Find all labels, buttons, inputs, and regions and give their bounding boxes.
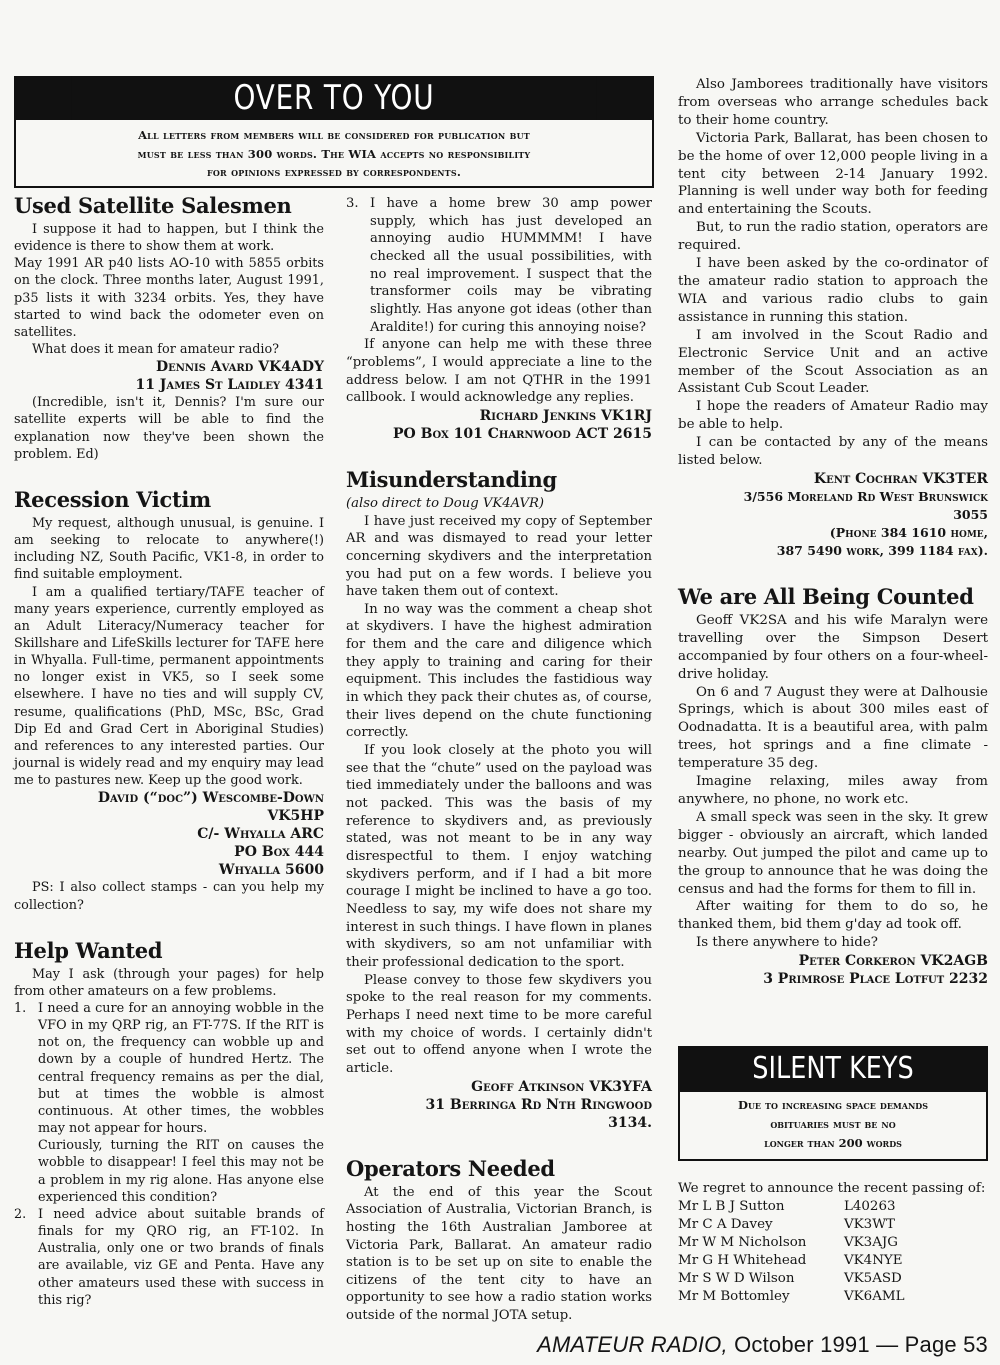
list-item — [14, 1000, 324, 1206]
obituary-callsign: VK4NYE — [844, 1253, 903, 1268]
obituary-name: Mr W M Nicholson — [678, 1235, 807, 1250]
paragraph: If anyone can help me with these three “problems”, I would appreciate a line to the address below. I am not QTHR in the 1991 callbook. I would acknowledge any replies. — [346, 337, 652, 406]
signature-name: Dennis Avard VK4ADY — [155, 359, 324, 376]
paragraph: I need advice about suitable brands of finals for my QRO rig, an FT-102. In Australia, only one or two brands of finals are available, viz GE and Penta. Have any other amateurs used these with success in this rig? — [38, 1206, 324, 1308]
paragraph: After waiting for them to do so, he thanked them, bid them g'day ad took off. — [678, 899, 988, 933]
paragraph: I have just received my copy of September AR and was dismayed to read your letter concerning skydivers and the interpretation you had put on a few words. I believe you have taken them out of context. — [346, 513, 652, 600]
obituary-name: Mr S W D Wilson — [678, 1271, 795, 1286]
paragraph: In no way was the comment a cheap shot at skydivers. I have the highest admiration for them and the care and diligence which they apply to training and caring for their equipment. This includes the fastidious way in which they pack their chutes as, of course, their lives depend on the chute functioning correctly. — [346, 601, 652, 741]
list-item — [678, 1288, 988, 1306]
letter-title: Misunderstanding — [346, 466, 557, 492]
paragraph: Victoria Park, Ballarat, has been chosen to be the home of over 12,000 people living in a tent city between 2-14 January 1992. Planning is well under way both for feeding and entertaining the Scouts. — [678, 130, 988, 218]
obituary-callsign: VK5ASD — [844, 1271, 902, 1286]
signature-name: Peter Corkeron VK2AGB — [798, 953, 988, 970]
paragraph: On 6 and 7 August they were at Dalhousie Springs, which is about 300 miles east of Oodnadatta. It is a beautiful area, with palm trees, hot springs and a fine climate - temperature 35 deg. — [678, 684, 988, 772]
editor-note: (Incredible, isn't it, Dennis? I'm sure our satellite experts will be able to find the explanation now they've been shown the problem. Ed) — [14, 395, 324, 462]
paragraph: What does it mean for amateur radio? — [32, 342, 280, 358]
signature-address: 3 Primrose Place Lotfut 2232 — [763, 971, 988, 988]
obituary-callsign: VK6AML — [844, 1289, 905, 1304]
paragraph: My request, although unusual, is genuine. I am seeking to relocate to anywhere(!) including NZ, South Pacific, VK1-8, in order to find suitable employment. — [14, 515, 324, 583]
column-left — [14, 193, 324, 1309]
letter-title: Recession Victim — [14, 486, 211, 512]
list-item — [346, 195, 652, 336]
list-item — [678, 1270, 988, 1288]
list-item — [678, 1198, 988, 1216]
problem-list — [14, 1000, 324, 1309]
notice-line: obituaries must be no — [770, 1117, 896, 1131]
paragraph: At the end of this year the Scout Association of Australia, Victorian Branch, is hosting the 16th Australian Jamboree at Victoria Park, Ballarat. An amateur radio station is to be set up on site to enable the citizens of the tent city to have an opportunity to see how a radio station works outside of the normal JOTA setup. — [346, 1184, 652, 1324]
signature-address: Whyalla 5600 — [218, 862, 324, 879]
paragraph: If you look closely at the photo you will see that the “chute” used on the payload was tied immediately under the balloons and was not packed. This was the basis of my reference to skydivers and, as previously stated, was not meant to be in any way disrespectful to them. I enjoy watching skydivers perform, and if I had a bit more courage I might be inclined to have a go too. Needless to say, my wife does not share my interest in such things. I have flown in planes with skydivers, so am not unfamiliar with their professional dedication to the sport. — [346, 743, 652, 970]
letter-misunderstanding — [346, 467, 652, 1132]
paragraph: I hope the readers of Amateur Radio may be able to help. — [678, 399, 988, 433]
paragraph: A small speck was seen in the sky. It grew bigger - obviously an aircraft, which landed nearby. Out jumped the pilot and came up to the group to announce that he was doing the census and had the forms for them to fill in. — [678, 809, 988, 897]
paragraph: May I ask (through your pages) for help from other amateurs on a few problems. — [14, 966, 324, 999]
list-number: 3. — [346, 196, 359, 211]
magazine-name: AMATEUR RADIO, — [537, 1332, 728, 1357]
column-header — [14, 76, 654, 188]
signature-address: C/- Whyalla ARC — [197, 826, 324, 843]
notice-line: longer than 200 words — [764, 1136, 902, 1150]
list-number: 2. — [14, 1206, 27, 1222]
silent-keys-banner — [678, 1046, 988, 1092]
paragraph: But, to run the radio station, operators are required. — [678, 220, 988, 254]
obituary-name: Mr G H Whitehead — [678, 1253, 807, 1268]
signature-address: 31 Berringa Rd Nth Ringwood — [425, 1096, 652, 1113]
silent-keys-notice — [678, 1092, 988, 1161]
column-middle — [346, 195, 652, 1325]
paragraph: Imagine relaxing, miles away from anywhere, no phone, no work etc. — [678, 774, 988, 807]
list-item — [678, 1234, 988, 1252]
signature-phone: (Phone 384 1610 home, — [829, 524, 988, 540]
signature-callsign: VK5HP — [267, 808, 324, 825]
letter-all-being-counted — [678, 584, 988, 988]
paragraph: May 1991 AR p40 lists AO-10 with 5855 orbits on the clock. Three months later, August 1991, p35 lists it with 3234 orbits. Yes, they have started to wind back the odometer even on satellites. — [14, 256, 324, 340]
signature-address: 11 James St Laidley 4341 — [135, 377, 324, 394]
signature-phone: 387 5490 work, 399 1184 fax). — [776, 542, 988, 558]
section-title: OVER TO YOU — [72, 76, 597, 120]
signature-name: Geoff Atkinson VK3YFA — [471, 1078, 652, 1095]
list-item — [678, 1216, 988, 1234]
paragraph: Is there anywhere to hide? — [696, 935, 878, 951]
signature-name: David (“doc”) Wescombe-Down — [97, 790, 324, 807]
paragraph: I am involved in the Scout Radio and Electronic Service Unit and an active member of the Scout Association as an Assistant Cub Scout Leader. — [678, 327, 988, 397]
paragraph: I need a cure for an annoying wobble in the VFO in my QRP rig, an FT-77S. If the RIT is not on, the frequency can wobble up and down by a couple of hundred Hertz. The central frequency remains as per the dial, but at times the wobble is almost continuous. At other times, the wobbles may not appear for hours. — [38, 1001, 324, 1137]
paragraph: Please convey to those few skydivers you spoke to the real reason for my comments. Perhaps I need next time to be more careful with my choice of words. I certainly didn't set out to offend anyone when I wrote the article. — [346, 972, 652, 1076]
paragraph: Geoff VK2SA and his wife Maralyn were travelling over the Simpson Desert accompanied by four others on a four-wheel-drive holiday. — [678, 612, 988, 682]
letter-title: Operators Needed — [346, 1155, 555, 1181]
signature-address: PO Box 444 — [234, 844, 324, 861]
paragraph: Also Jamborees traditionally have visitors from overseas who arrange schedules back to their home country. — [678, 77, 988, 128]
column-right — [678, 76, 988, 988]
letter-title: We are All Being Counted — [678, 583, 974, 609]
signature-address: 3/556 Moreland Rd West Brunswick — [743, 488, 988, 504]
submission-notice — [14, 120, 654, 188]
paragraph: I suppose it had to happen, but I think the evidence is there to show them at work. — [14, 222, 324, 255]
issue-page: October 1991 — Page 53 — [734, 1332, 988, 1357]
signature-address: 3134. — [608, 1114, 652, 1131]
silent-keys-intro: We regret to announce the recent passing of: — [678, 1181, 986, 1196]
obituary-callsign: VK3WT — [844, 1217, 895, 1232]
obituary-name: Mr L B J Sutton — [678, 1199, 785, 1214]
list-item — [14, 1206, 324, 1309]
paragraph: I can be contacted by any of the means listed below. — [678, 435, 988, 469]
obituary-name: Mr C A Davey — [678, 1217, 773, 1232]
silent-keys-list — [678, 1180, 988, 1306]
notice-line: Due to increasing space demands — [737, 1098, 929, 1112]
list-number: 1. — [14, 1001, 27, 1016]
obituary-callsign: L40263 — [844, 1199, 896, 1214]
obituary-callsign: VK3AJG — [844, 1235, 898, 1250]
notice-line: must be less than 300 words. The WIA accepts no responsibility — [137, 146, 531, 161]
silent-keys-title: SILENT KEYS — [752, 1051, 914, 1086]
silent-keys-header — [678, 1046, 988, 1161]
paragraph: PS: I also collect stamps - can you help my collection? — [14, 880, 324, 913]
letter-title: Used Satellite Salesmen — [14, 193, 292, 218]
signature-name: Kent Cochran VK3TER — [813, 470, 988, 487]
paragraph: Curiously, turning the RIT on causes the wobble to disappear! I feel this may not be a problem in my rig alone. Has anyone else experienced this condition? — [38, 1138, 324, 1205]
obituary-name: Mr M Bottomley — [678, 1289, 790, 1304]
list-item — [678, 1252, 988, 1270]
signature-address: PO Box 101 Charnwood ACT 2615 — [393, 425, 652, 442]
section-banner — [14, 76, 654, 120]
letter-title: Help Wanted — [14, 937, 163, 963]
letter-recession-victim — [14, 487, 324, 914]
problem-list-continued — [346, 195, 652, 336]
letter-subtitle: (also direct to Doug VK4AVR) — [346, 495, 545, 511]
letter-used-satellite — [14, 193, 324, 463]
signature-name: Richard Jenkins VK1RJ — [479, 407, 652, 424]
notice-line: All letters from members will be considered for publication but — [138, 128, 530, 142]
letter-help-wanted — [14, 938, 324, 1309]
signature-address: 3055 — [953, 506, 988, 522]
paragraph: I have a home brew 30 amp power supply, which has just developed an annoying audio HUMMMM! I have checked all the usual possibilities, with no real improvement. I suspect that the transformer coils may be vibrating slightly. Has anyone got ideas (other than Araldite!) for curing this annoying noise? — [370, 196, 652, 335]
notice-line: for opinions expressed by correspondents. — [206, 165, 462, 179]
paragraph: I am a qualified tertiary/TAFE teacher of many years experience, currently employed as an Adult Literacy/Numeracy teacher for Skillshare and LifeSkills lecturer for TAFE here in Whyalla. Full-time, permanent appointments no longer exist in VK5, so I seek some elsewhere. I have no ties and will supply CV, resume, qualifications (PhD, MSc, BSc, Grad Dip Ed and Grad Cert in Aboriginal Studies) and references to any interested parties. Our journal is widely read and my enquiry may lead me to pastures new. Keep up the good work. — [14, 584, 324, 789]
page-footer — [537, 1332, 988, 1358]
letter-operators-needed — [346, 1156, 652, 1325]
paragraph: I have been asked by the co-ordinator of the amateur radio station to approach the WIA and various radio clubs to gain assistance in running this station. — [678, 256, 988, 325]
